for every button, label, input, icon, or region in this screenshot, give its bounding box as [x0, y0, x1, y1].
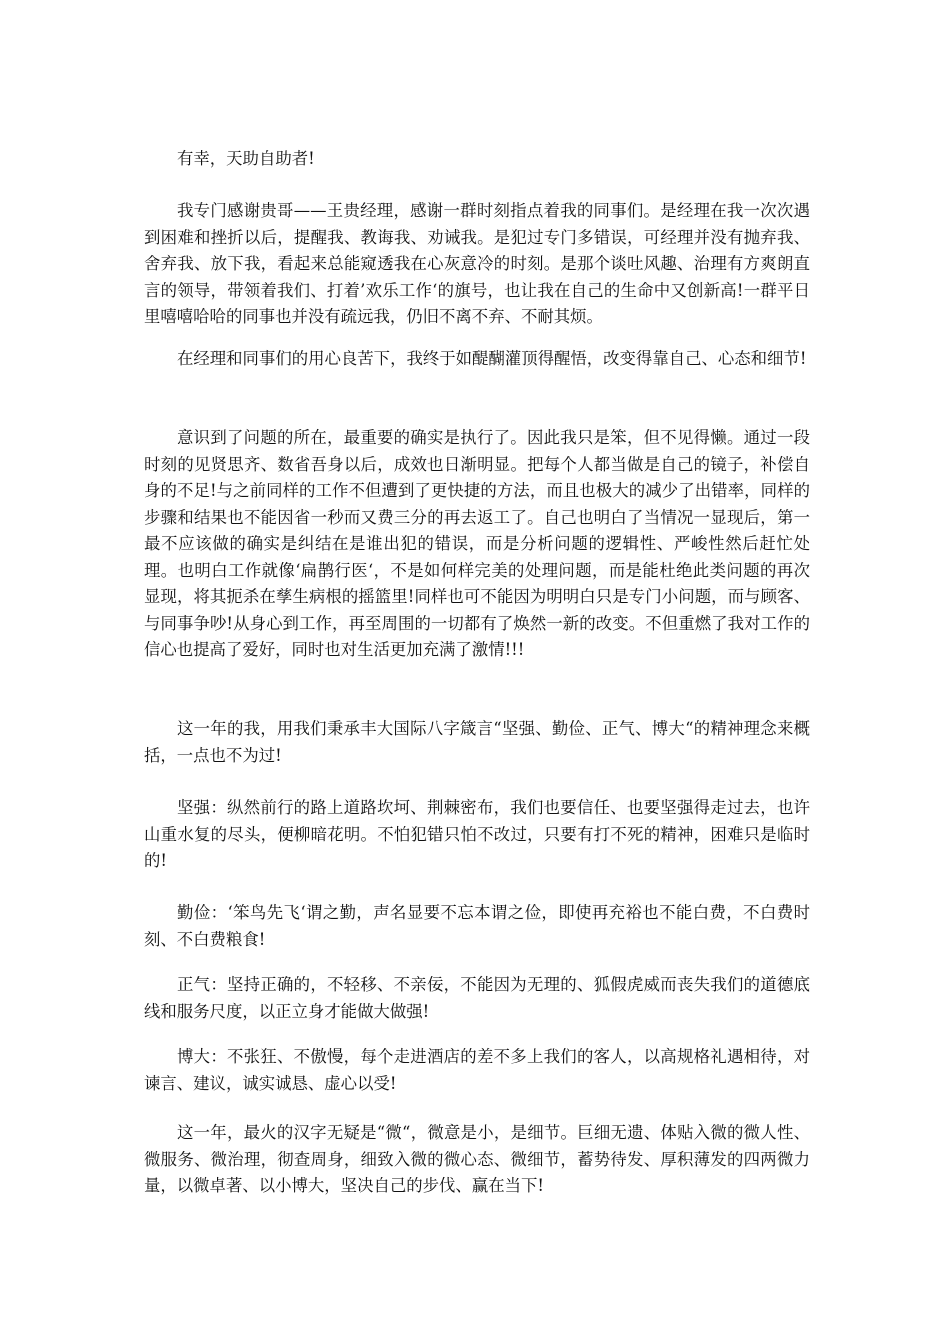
paragraph-5: 这一年的我，用我们秉承丰大国际八字箴言“坚强、勤俭、正气、博大“的精神理念来概括，一点也不为过!: [144, 719, 810, 765]
paragraph-7: 勤俭：‘笨鸟先飞‘谓之勤，声名显要不忘本谓之俭，即使再充裕也不能白费，不白费时刻、不白费粮食!: [144, 903, 810, 949]
paragraph-4: 意识到了问题的所在，最重要的确实是执行了。因此我只是笨，但不见得懒。通过一段时刻的见贤思齐、数省吾身以后，成效也日渐明显。把每个人都当做是自己的镜子，补偿自身的不足!与之前同样的工作不但遭到了更快捷的方法，而且也极大的减少了出错率，同样的步骤和结果也不能因省一秒而又费三分的再去返工了。自己也明白了当情况一显现后，第一最不应该做的确实是纠结在是谁出犯的错误，而是分析问题的逻辑性、严峻性然后赶忙处理。也明白工作就像‘扁鹊行医‘，不是如何样完美的处理问题，而是能杜绝此类问题的再次显现，将其扼杀在孳生病根的摇篮里!同样也可不能因为明明白只是专门小问题，而与顾客、与同事争吵!从身心到工作，再至周围的一切都有了焕然一新的改变。不但重燃了我对工作的信心也提高了爱好，同时也对生活更加充满了激情!!!: [144, 428, 810, 659]
paragraph-8: 正气：坚持正确的，不轻移、不亲佞，不能因为无理的、狐假虎威而丧失我们的道德底线和服务尺度，以正立身才能做大做强!: [144, 975, 810, 1021]
paragraph-10: 这一年，最火的汉字无疑是“微“，微意是小，是细节。巨细无遗、体贴入微的微人性、微服务、微治理，彻查周身，细致入微的微心态、微细节，蓄势待发、厚积薄发的四两微力量，以微卓著、以小博大，坚决自己的步伐、赢在当下!: [144, 1123, 810, 1195]
paragraph-9: 博大：不张狂、不傲慢，每个走进酒店的差不多上我们的客人，以高规格礼遇相待，对谏言、建议，诚实诚恳、虚心以受!: [144, 1047, 810, 1093]
paragraph-3: 在经理和同事们的用心良苦下，我终于如醍醐灌顶得醒悟，改变得靠自己、心态和细节!: [177, 349, 807, 368]
paragraph-2: 我专门感谢贵哥——王贵经理，感谢一群时刻指点着我的同事们。是经理在我一次次遇到困难和挫折以后，提醒我、教诲我、劝诫我。是犯过专门多错误，可经理并没有抛弃我、舍弃我、放下我，看起来总能窥透我在心灰意冷的时刻。是那个谈吐风趣、治理有方爽朗直言的领导，带领着我们、打着’欢乐工作‘的旗号，也让我在自己的生命中又创新高!一群平日里嘻嘻哈哈的同事也并没有疏远我，仍旧不离不弃、不耐其烦。: [144, 201, 810, 326]
paragraph-1: 有幸，天助自助者!: [177, 149, 315, 168]
paragraph-6: 坚强：纵然前行的路上道路坎坷、荆棘密布，我们也要信任、也要坚强得走过去，也许山重水复的尽头，便柳暗花明。不怕犯错只怕不改过，只要有打不死的精神，困难只是临时的!: [144, 798, 810, 870]
